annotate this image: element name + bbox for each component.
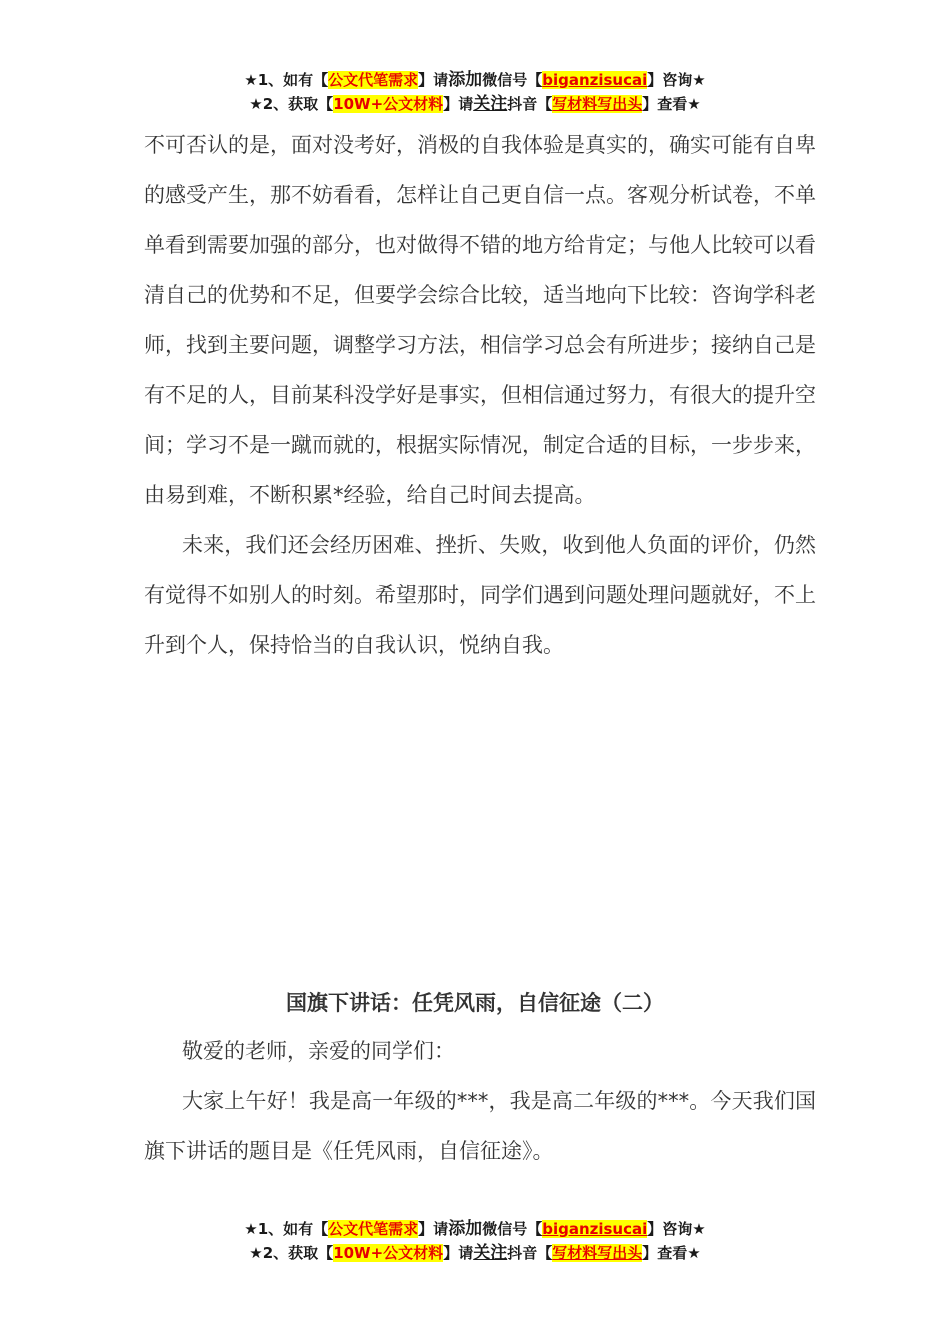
star-icon: ★ xyxy=(692,71,706,89)
promo-text: 】咨询 xyxy=(647,71,693,89)
promo-emphasis: 关注 xyxy=(473,94,508,114)
douyin-account-link[interactable]: 写材料写出头 xyxy=(552,95,643,113)
promo-emphasis: 添加 xyxy=(448,70,483,90)
promo-text: 】请 xyxy=(443,1244,474,1262)
star-icon: ★ xyxy=(687,1244,701,1262)
star-icon: ★ xyxy=(249,95,263,113)
promo-line-1 xyxy=(0,68,950,92)
promo-banner-top xyxy=(0,68,950,116)
wechat-id-link[interactable]: biganzisucai xyxy=(542,71,648,89)
promo-highlight: 公文代笔需求 xyxy=(328,71,419,89)
promo-text: 微信号【 xyxy=(482,71,543,89)
promo-text: 】请 xyxy=(443,95,474,113)
paragraph-3: 大家上午好！我是高一年级的***，我是高二年级的***。今天我们国旗下讲话的题目是《任凭风雨，自信征途》。 xyxy=(144,1089,816,1163)
paragraph-1: 不可否认的是，面对没考好，消极的自我体验是真实的，确实可能有自卑的感受产生，那不妨看看，怎样让自己更自信一点。客观分析试卷，不单单看到需要加强的部分，也对做得不错的地方给肯定；与他人比较可以看清自己的优势和不足，但要学会综合比较，适当地向下比较：咨询学科老师，找到主要问题，调整学习方法，相信学习总会有所进步；接纳自己是有不足的人，目前某科没学好是事实，但相信通过努力，有很大的提升空间；学习不是一蹴而就的，根据实际情况，制定合适的目标，一步步来，由易到难，不断积累*经验，给自己时间去提高。 xyxy=(144,133,816,507)
promo-text: 】请 xyxy=(418,71,449,89)
promo-emphasis: 关注 xyxy=(473,1243,508,1263)
body-block-2 xyxy=(144,1026,816,1176)
promo-text: 2、获取【 xyxy=(262,1244,334,1262)
section-title: 国旗下讲话：任凭风雨，自信征途（二） xyxy=(286,991,664,1015)
paragraph-2: 未来，我们还会经历困难、挫折、失败，收到他人负面的评价，仍然有觉得不如别人的时刻。希望那时，同学们遇到问题处理问题就好，不上升到个人，保持恰当的自我认识，悦纳自我。 xyxy=(144,533,816,657)
promo-text: 抖音【 xyxy=(507,1244,553,1262)
star-icon: ★ xyxy=(244,71,258,89)
promo-text: 】查看 xyxy=(642,95,688,113)
promo-highlight: 10W+公文材料 xyxy=(333,1244,444,1262)
salutation: 敬爱的老师，亲爱的同学们： xyxy=(182,1039,455,1063)
promo-text: 1、如有【 xyxy=(257,1220,329,1238)
promo-text: 】咨询 xyxy=(647,1220,693,1238)
promo-text: 】请 xyxy=(418,1220,449,1238)
body-block-1 xyxy=(144,120,816,670)
promo-text: 抖音【 xyxy=(507,95,553,113)
promo-line-2 xyxy=(0,1241,950,1265)
promo-text: 1、如有【 xyxy=(257,71,329,89)
promo-line-1 xyxy=(0,1217,950,1241)
star-icon: ★ xyxy=(687,95,701,113)
star-icon: ★ xyxy=(249,1244,263,1262)
promo-line-2 xyxy=(0,92,950,116)
promo-text: 】查看 xyxy=(642,1244,688,1262)
promo-emphasis: 添加 xyxy=(448,1219,483,1239)
wechat-id-link[interactable]: biganzisucai xyxy=(542,1220,648,1238)
promo-text: 微信号【 xyxy=(482,1220,543,1238)
promo-highlight: 公文代笔需求 xyxy=(328,1220,419,1238)
promo-highlight: 10W+公文材料 xyxy=(333,95,444,113)
douyin-account-link[interactable]: 写材料写出头 xyxy=(552,1244,643,1262)
star-icon: ★ xyxy=(244,1220,258,1238)
star-icon: ★ xyxy=(692,1220,706,1238)
promo-banner-bottom xyxy=(0,1217,950,1265)
promo-text: 2、获取【 xyxy=(262,95,334,113)
